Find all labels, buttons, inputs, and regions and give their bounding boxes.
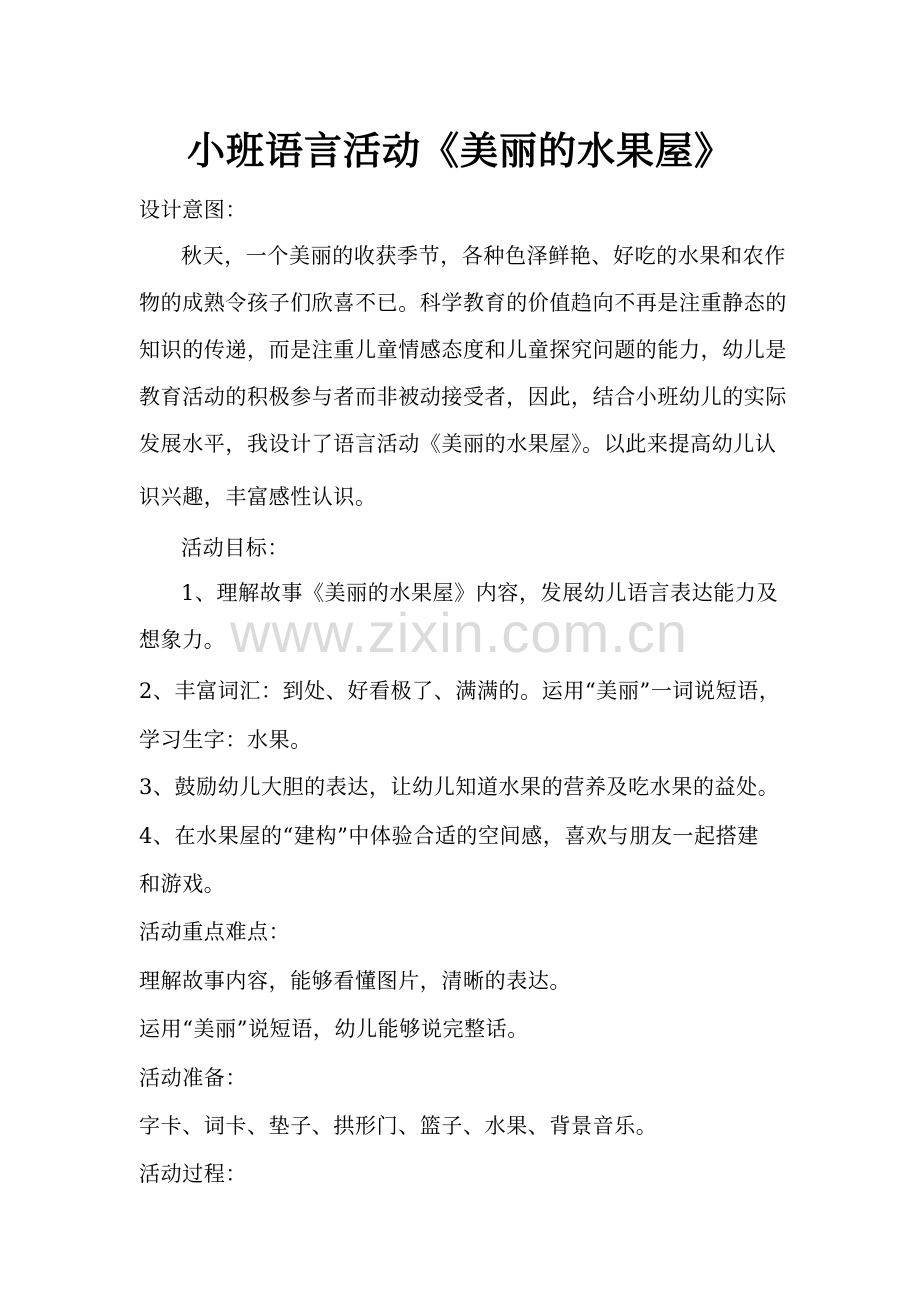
watermark: www.zixin.com.cn	[230, 601, 688, 664]
paragraph-line: 秋天，一个美丽的收获季节，各种色泽鲜艳、好吃的水果和农作	[181, 244, 786, 268]
paragraph-line: 教育活动的积极参与者而非被动接受者，因此，结合小班幼儿的实际	[139, 385, 787, 409]
paragraph-line: 发展水平，我设计了语言活动《美丽的水果屋》。以此来提高幼儿认	[139, 432, 777, 456]
section-heading-process: 活动过程：	[139, 1162, 247, 1186]
goal-item-1-continued: 想象力。	[139, 628, 226, 652]
section-heading-goals: 活动目标：	[181, 536, 289, 560]
document-title: 小班语言活动《美丽的水果屋》	[186, 128, 733, 173]
goal-item-3: 3、鼓励幼儿大胆的表达，让幼儿知道水果的营养及吃水果的益处。	[139, 775, 780, 799]
goal-item-4-continued: 和游戏。	[139, 872, 226, 896]
section-heading-key-points: 活动重点难点：	[139, 920, 291, 944]
key-point-2: 运用“美丽”说短语，幼儿能够说完整话。	[139, 1017, 529, 1041]
goal-item-2: 2、丰富词汇：到处、好看极了、满满的。运用“美丽”一词说短语，	[139, 679, 781, 703]
paragraph-line: 识兴趣，丰富感性认识。	[139, 485, 377, 509]
section-heading-preparation: 活动准备：	[139, 1066, 247, 1090]
paragraph-line: 知识的传递，而是注重儿童情感态度和儿童探究问题的能力，幼儿是	[139, 338, 787, 362]
goal-item-4: 4、在水果屋的“建构”中体验合适的空间感，喜欢与朋友一起搭建	[139, 824, 759, 848]
key-point-1: 理解故事内容，能够看懂图片，清晰的表达。	[139, 969, 571, 993]
goal-item-2-continued: 学习生字：水果。	[139, 728, 312, 752]
preparation-list: 字卡、词卡、垫子、拱形门、篮子、水果、背景音乐。	[139, 1114, 658, 1138]
section-heading-design-intent: 设计意图：	[139, 198, 247, 222]
goal-item-1: 1、理解故事《美丽的水果屋》内容，发展幼儿语言表达能力及	[181, 581, 779, 605]
paragraph-line: 物的成熟令孩子们欣喜不已。科学教育的价值趋向不再是注重静态的	[139, 291, 787, 315]
